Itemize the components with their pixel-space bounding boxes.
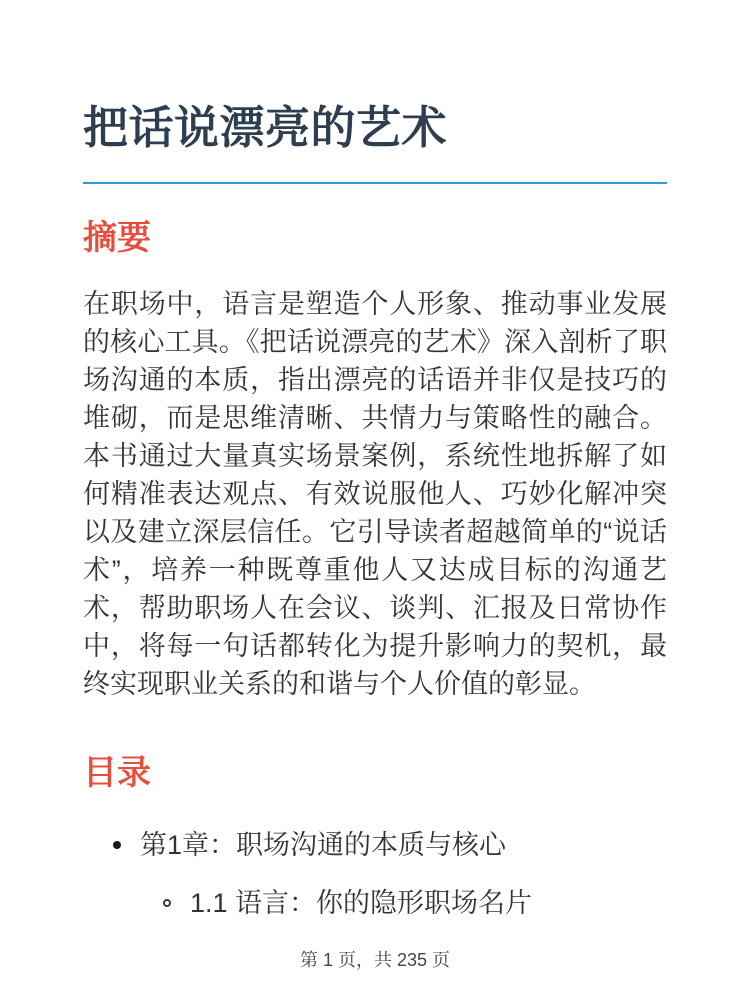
toc-list xyxy=(83,826,667,922)
toc-item-chapter-1 xyxy=(83,826,667,864)
filled-bullet-icon xyxy=(113,841,121,849)
toc-item-label: 第1章：职场沟通的本质与核心 xyxy=(140,829,507,860)
abstract-heading: 摘要 xyxy=(83,219,151,258)
page-title: 把话说漂亮的艺术 xyxy=(83,102,448,153)
hollow-bullet-icon xyxy=(163,899,171,907)
toc-item-label: 1.1 语言：你的隐形职场名片 xyxy=(190,887,533,918)
page-indicator: 第 1 页，共 235 页 xyxy=(299,950,451,970)
title-divider xyxy=(83,182,667,184)
toc-item-section-1-1 xyxy=(83,884,667,922)
abstract-paragraph: 在职场中，语言是塑造个人形象、推动事业发展的核心工具。《把话说漂亮的艺术》深入剖析了职场沟通的本质，指出漂亮的话语并非仅是技巧的堆砌，而是思维清晰、共情力与策略性的融合。本书通过大量真实场景案例，系统性地拆解了如何精准表达观点、有效说服他人、巧妙化解冲突以及建立深层信任。它引导读者超越简单的“说话术”，培养一种既尊重他人又达成目标的沟通艺术，帮助职场人在会议、谈判、汇报及日常协作中，将每一句话都转化为提升影响力的契机，最终实现职业关系的和谐与个人价值的彰显。 xyxy=(83,289,667,700)
toc-heading: 目录 xyxy=(83,754,151,793)
